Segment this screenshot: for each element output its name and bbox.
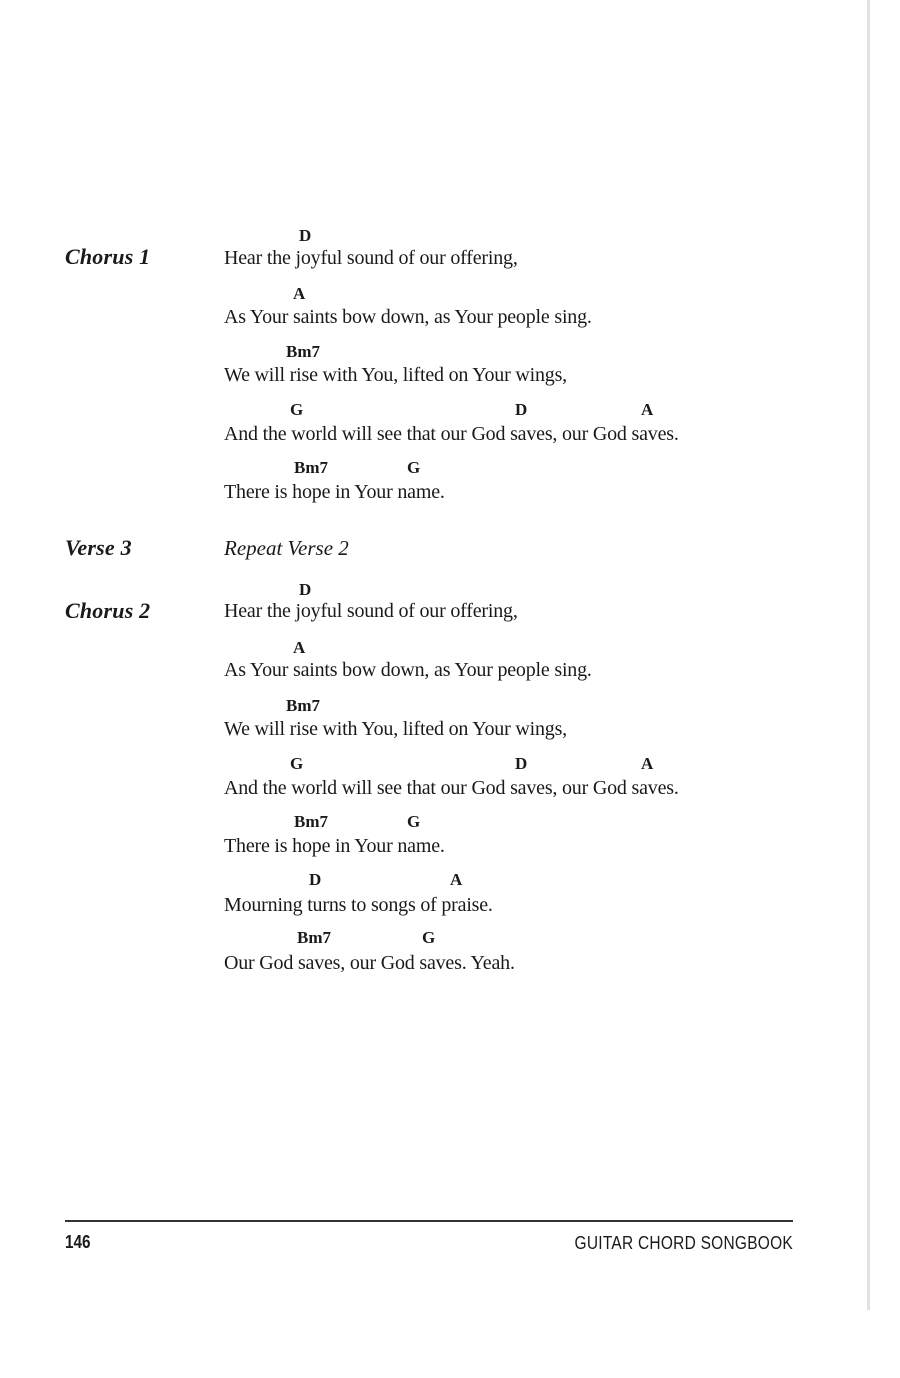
chord: Bm7 xyxy=(294,458,328,477)
chord: Bm7 xyxy=(294,812,328,831)
chord: Bm7 xyxy=(286,696,320,715)
chord: G xyxy=(407,458,421,477)
chord: G xyxy=(407,812,421,831)
lyric-line: And the world will see that our God saves, our God saves. xyxy=(224,777,679,799)
book-title: GUITAR CHORD SONGBOOK xyxy=(574,1233,793,1253)
lyric-line: Our God saves, our God saves. Yeah. xyxy=(224,952,515,974)
section-label-chorus-2: Chorus 2 xyxy=(65,598,151,623)
chord: D xyxy=(515,754,528,773)
chord: A xyxy=(450,870,463,889)
lyric-line: As Your saints bow down, as Your people sing. xyxy=(224,659,592,681)
lyric-line: We will rise with You, lifted on Your wings, xyxy=(224,718,567,740)
chord: A xyxy=(641,400,654,419)
lyric-line: And the world will see that our God saves, our God saves. xyxy=(224,423,679,445)
chord: Bm7 xyxy=(297,928,331,947)
chord: D xyxy=(309,870,322,889)
chord: A xyxy=(293,284,306,303)
lyric-line: Hear the joyful sound of our offering, xyxy=(224,247,518,269)
chord: Bm7 xyxy=(286,342,320,361)
footer-rule xyxy=(65,1220,793,1222)
chord: G xyxy=(290,754,304,773)
chord: A xyxy=(293,638,306,657)
chord: D xyxy=(515,400,528,419)
chord: G xyxy=(290,400,304,419)
lyric-line: There is hope in Your name. xyxy=(224,481,445,503)
lyric-line: We will rise with You, lifted on Your wings, xyxy=(224,364,567,386)
section-label-chorus-1: Chorus 1 xyxy=(65,244,151,269)
chord: D xyxy=(299,226,312,245)
lyric-line: Mourning turns to songs of praise. xyxy=(224,894,493,916)
chord: A xyxy=(641,754,654,773)
chord: D xyxy=(299,580,312,599)
lyric-line: There is hope in Your name. xyxy=(224,835,445,857)
lyric-line: Hear the joyful sound of our offering, xyxy=(224,600,518,622)
page-number: 146 xyxy=(65,1232,91,1252)
page-edge-shadow xyxy=(867,0,870,1310)
lyric-line: As Your saints bow down, as Your people sing. xyxy=(224,306,592,328)
repeat-instruction: Repeat Verse 2 xyxy=(224,536,349,560)
chord: G xyxy=(422,928,436,947)
section-label-verse-3: Verse 3 xyxy=(65,535,132,560)
